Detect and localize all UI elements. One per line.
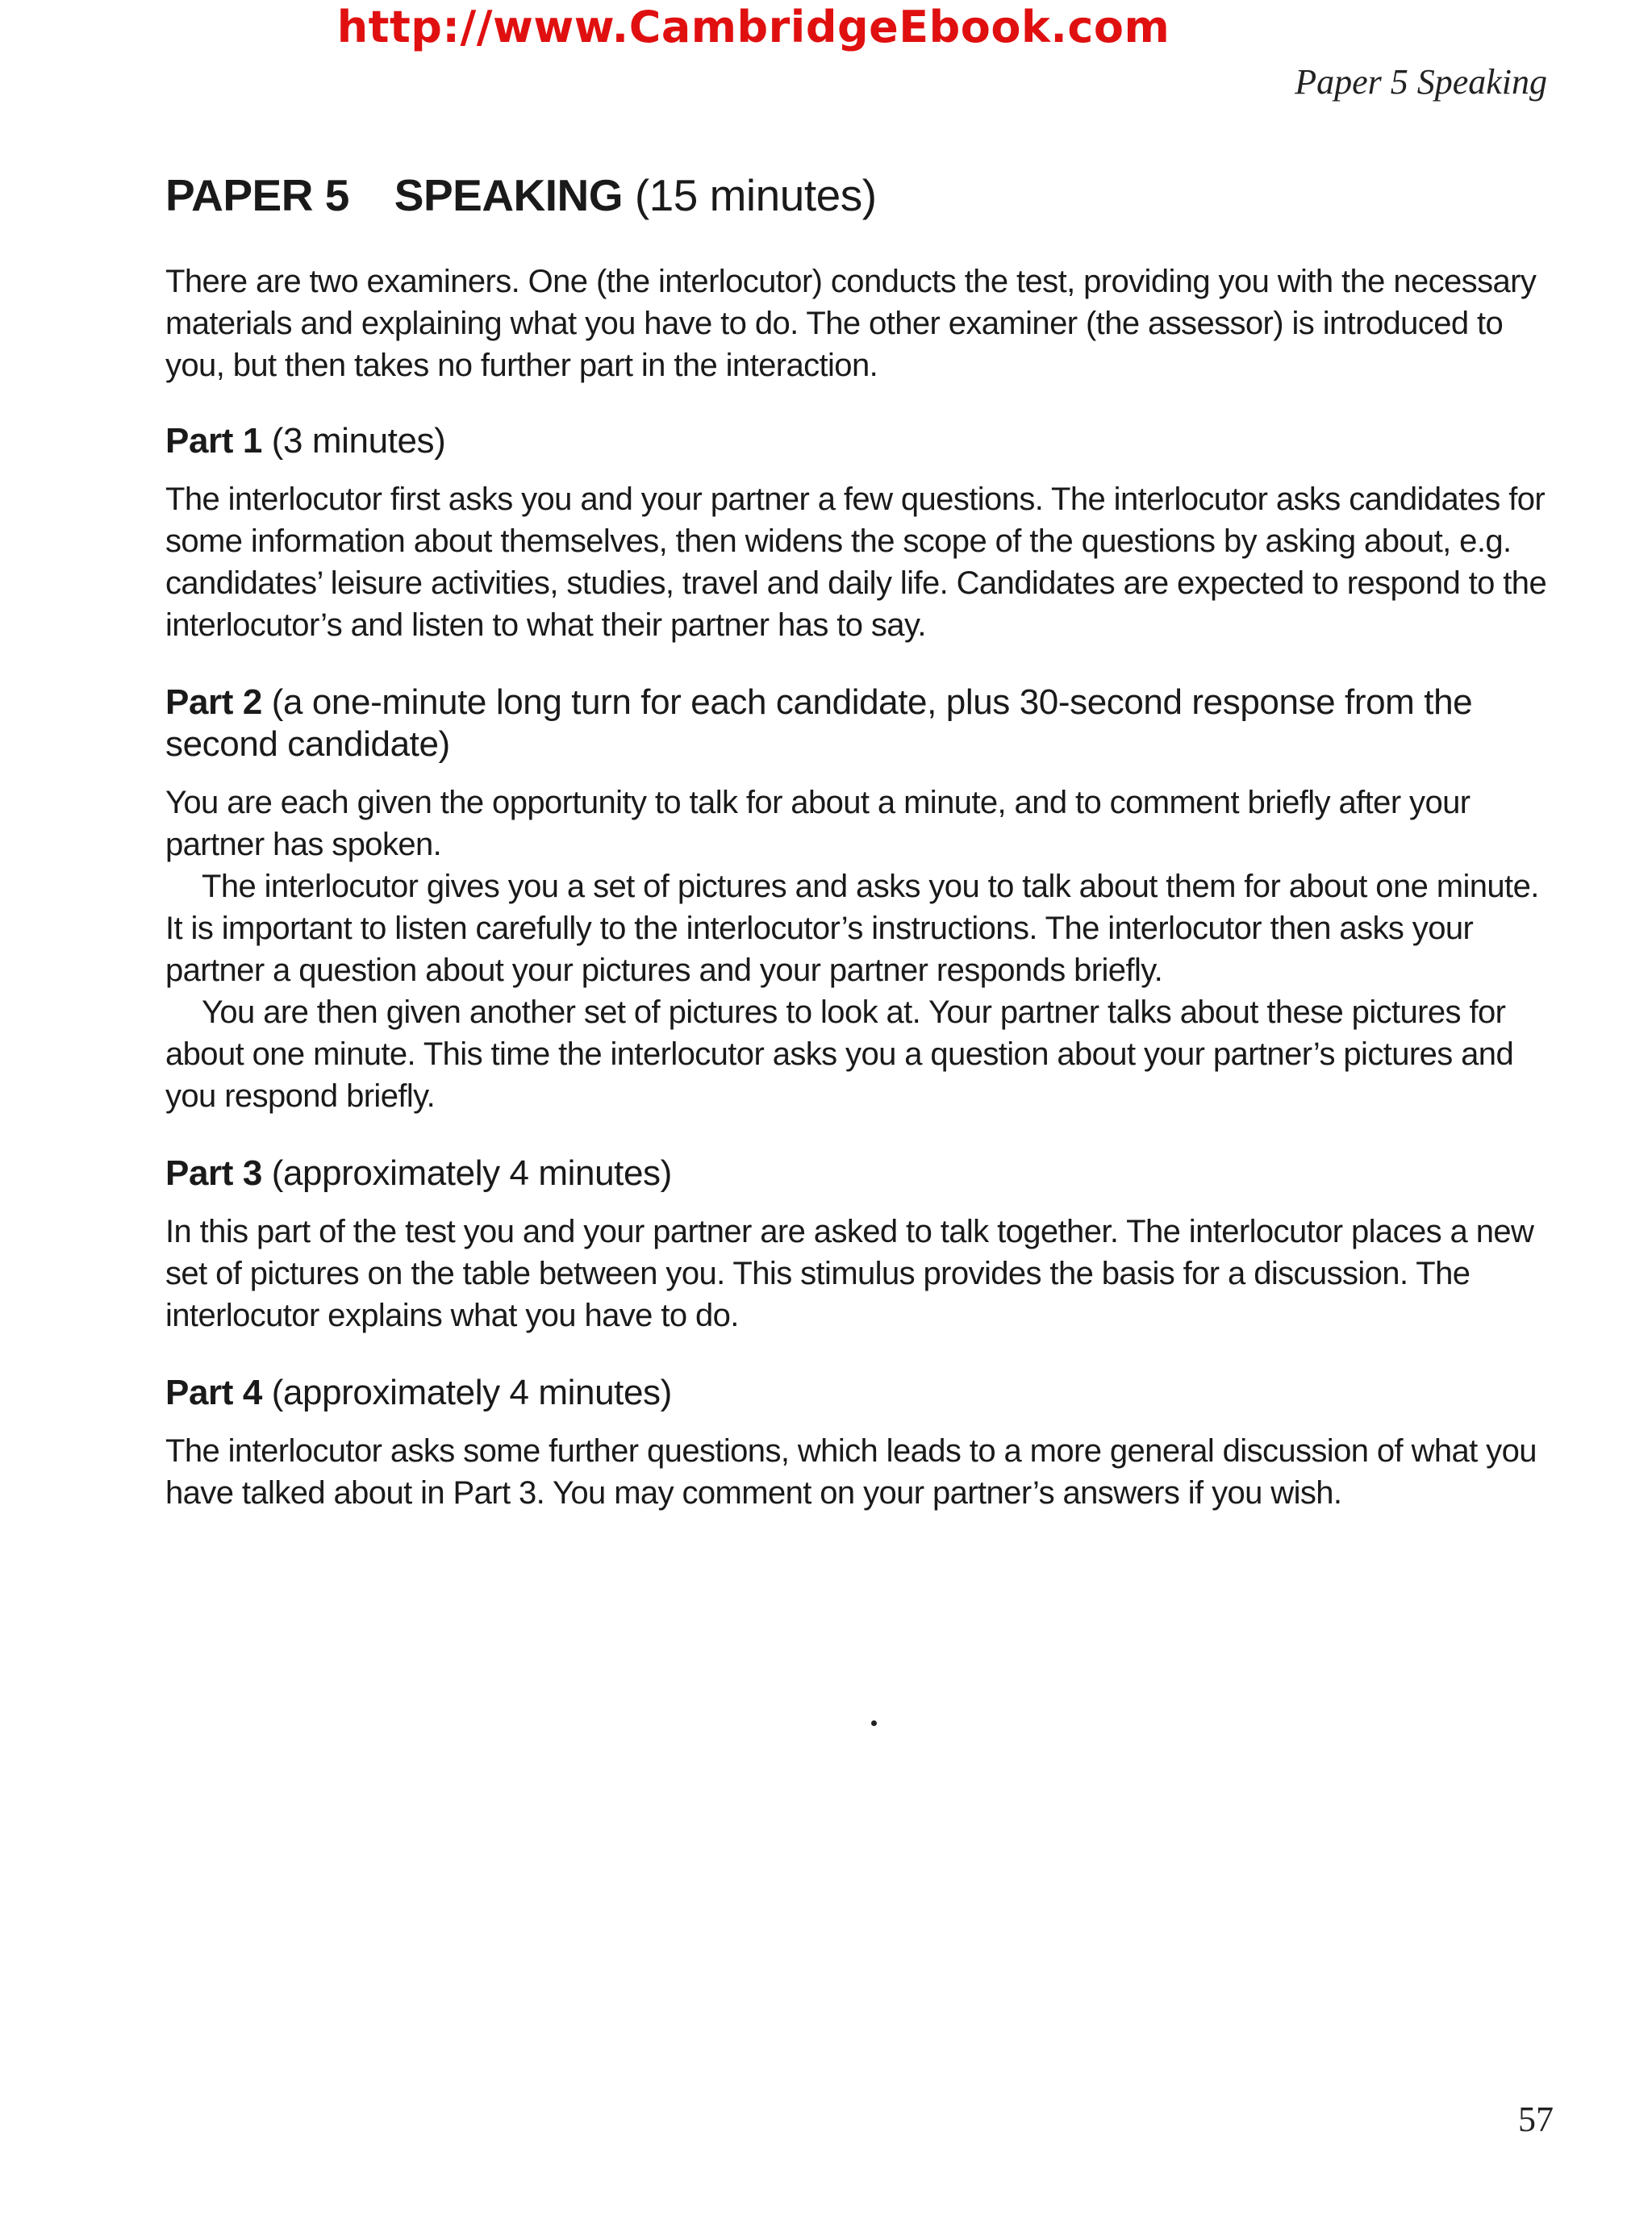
part-detail: (approximately 4 minutes) — [271, 1372, 672, 1412]
page-content — [165, 171, 1553, 1549]
part-2-paragraph-3: You are then given another set of pictures to look at. Your partner talks about these pictures for about one minute. This time the interlocutor asks you a question about your partner’s pictures and you respond briefly. — [165, 994, 1514, 1114]
part-label: Part 2 — [165, 682, 262, 722]
part-label: Part 3 — [165, 1153, 262, 1193]
part-detail: (3 minutes) — [271, 420, 446, 461]
part-detail: (a one-minute long turn for each candidate, plus 30-second response from the second candidate) — [165, 682, 1473, 764]
part-2-paragraph-2: The interlocutor gives you a set of pictures and asks you to talk about them for about one minute. It is important to listen carefully to the interlocutor’s instructions. The interlocutor then asks your partner a question about your pictures and your partner responds briefly. — [165, 868, 1539, 988]
part-detail: (approximately 4 minutes) — [271, 1153, 672, 1193]
intro-paragraph: There are two examiners. One (the interlocutor) conducts the test, providing you with the necessary materials and explaining what you have to do. The other examiner (the assessor) is introduced to you, but then takes no further part in the interaction. — [165, 263, 1537, 383]
part-3-heading — [165, 1153, 1553, 1195]
page-number: 57 — [1518, 2099, 1554, 2139]
part-label: Part 4 — [165, 1372, 262, 1412]
part-1-paragraph: The interlocutor first asks you and your partner a few questions. The interlocutor asks candidates for some information about themselves, then widens the scope of the questions by asking about, e.g. candidates’ leisure activities, studies, travel and daily life. Candidates are expected to respond to the interlocutor’s and listen to what their partner has to say. — [165, 481, 1547, 643]
running-head: Paper 5 Speaking — [1295, 62, 1547, 102]
paper-number: PAPER 5 — [165, 170, 349, 220]
part-2-heading — [165, 682, 1553, 765]
part-1-section — [165, 420, 1553, 646]
part-4-section — [165, 1372, 1553, 1514]
watermark-url: http://www.CambridgeEbook.com — [336, 2, 1170, 52]
part-3-paragraph: In this part of the test you and your partner are asked to talk together. The interlocutor places a new set of pictures on the table between you. This stimulus provides the basis for a discussion. The interlocutor explains what you have to do. — [165, 1213, 1534, 1333]
part-label: Part 1 — [165, 420, 262, 461]
part-1-heading — [165, 420, 1553, 462]
print-speck — [871, 1720, 877, 1726]
part-2-section — [165, 682, 1553, 1117]
page-title — [165, 171, 1553, 220]
part-4-heading — [165, 1372, 1553, 1414]
part-3-section — [165, 1153, 1553, 1336]
test-duration: (15 minutes) — [634, 170, 877, 220]
part-2-paragraph-1: You are each given the opportunity to talk for about a minute, and to comment briefly after your partner has spoken. — [165, 784, 1471, 862]
section-name: SPEAKING — [394, 170, 624, 220]
part-4-paragraph: The interlocutor asks some further questions, which leads to a more general discussion of what you have talked about in Part 3. You may comment on your partner’s answers if you wish. — [165, 1432, 1537, 1511]
